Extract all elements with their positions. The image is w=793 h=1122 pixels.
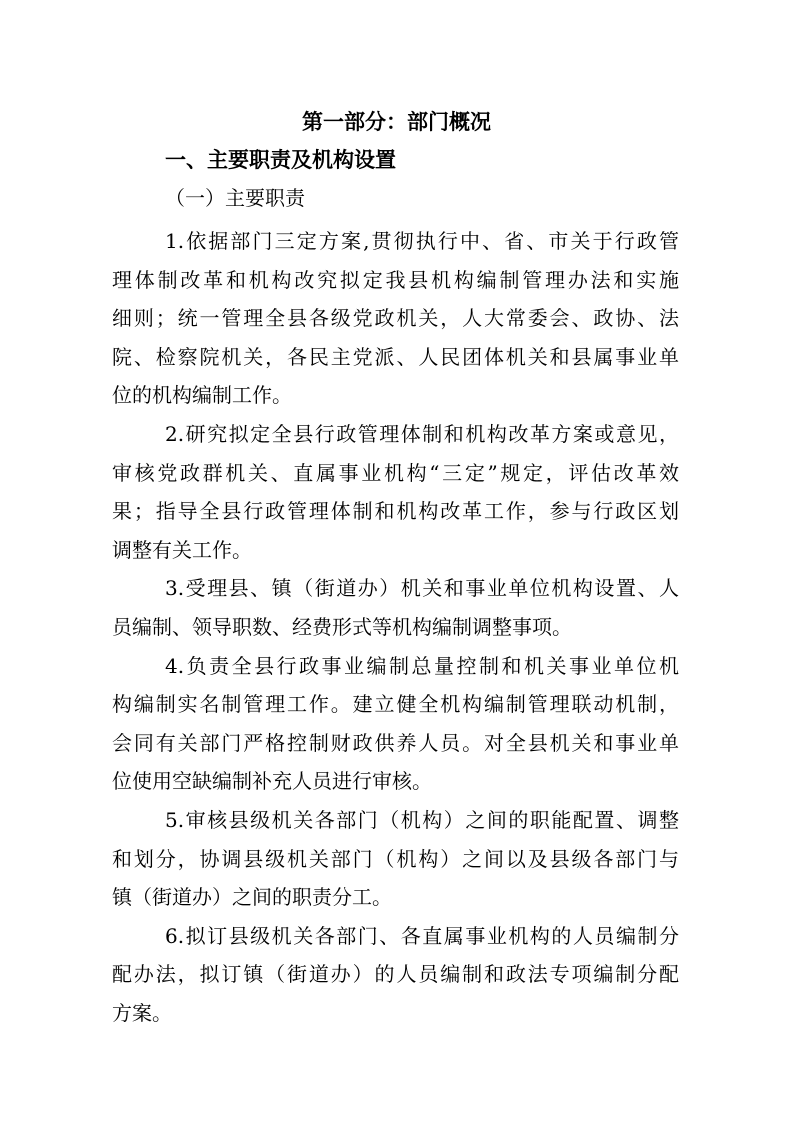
paragraph <box>112 569 679 646</box>
paragraph-line: 审核党政群机关、直属事业机构“三定”规定，评估改革效 <box>112 460 679 485</box>
paragraph <box>112 222 679 415</box>
paragraph-line: 院、检察院机关，各民主党派、人民团体机关和县属事业单 <box>112 344 679 369</box>
paragraph-line: 镇（街道办）之间的职责分工。 <box>112 885 392 910</box>
paragraph-line: 位的机构编制工作。 <box>112 383 292 408</box>
paragraph <box>112 917 679 1033</box>
subsection-heading: （一）主要职责 <box>165 186 305 210</box>
paragraph-line: 果；指导全县行政管理体制和机构改革工作，参与行政区划 <box>112 499 679 524</box>
paragraph-line: 构编制实名制管理工作。建立健全机构编制管理联动机制， <box>112 692 679 717</box>
paragraph-line: 方案。 <box>112 1000 172 1025</box>
paragraph-line: 理体制改革和机构改究拟定我县机构编制管理办法和实施 <box>112 267 679 292</box>
paragraph <box>112 801 679 917</box>
paragraph-line: 5.审核县级机关各部门（机构）之间的职能配置、调整 <box>165 807 679 832</box>
paragraph-line: 1.依据部门三定方案,贯彻执行中、省、市关于行政管 <box>165 229 679 253</box>
paragraph-line: 2.研究拟定全县行政管理体制和机构改革方案或意见， <box>165 421 679 446</box>
paragraph-line: 配办法，拟订镇（街道办）的人员编制和政法专项编制分配 <box>112 962 679 987</box>
paragraph-line: 和划分，协调县级机关部门（机构）之间以及县级各部门与 <box>112 846 679 871</box>
paragraph-line: 调整有关工作。 <box>112 537 252 562</box>
paragraph <box>112 415 679 569</box>
section-heading: 一、主要职责及机构设置 <box>165 148 396 172</box>
body-text <box>112 222 679 1032</box>
paragraph-line: 会同有关部门严格控制财政供养人员。对全县机关和事业单 <box>112 730 679 755</box>
paragraph-line: 3.受理县、镇（街道办）机关和事业单位机构设置、人 <box>165 576 679 601</box>
paragraph-line: 员编制、领导职数、经费形式等机构编制调整事项。 <box>112 614 572 639</box>
paragraph-line: 细则；统一管理全县各级党政机关，人大常委会、政协、法 <box>112 306 679 331</box>
paragraph-line: 4.负责全县行政事业编制总量控制和机关事业单位机 <box>165 653 679 678</box>
paragraph-line: 位使用空缺编制补充人员进行审核。 <box>112 769 432 794</box>
paragraph-line: 6.拟订县级机关各部门、各直属事业机构的人员编制分 <box>165 923 679 948</box>
page-title: 第一部分：部门概况 <box>302 110 491 134</box>
paragraph <box>112 647 679 801</box>
